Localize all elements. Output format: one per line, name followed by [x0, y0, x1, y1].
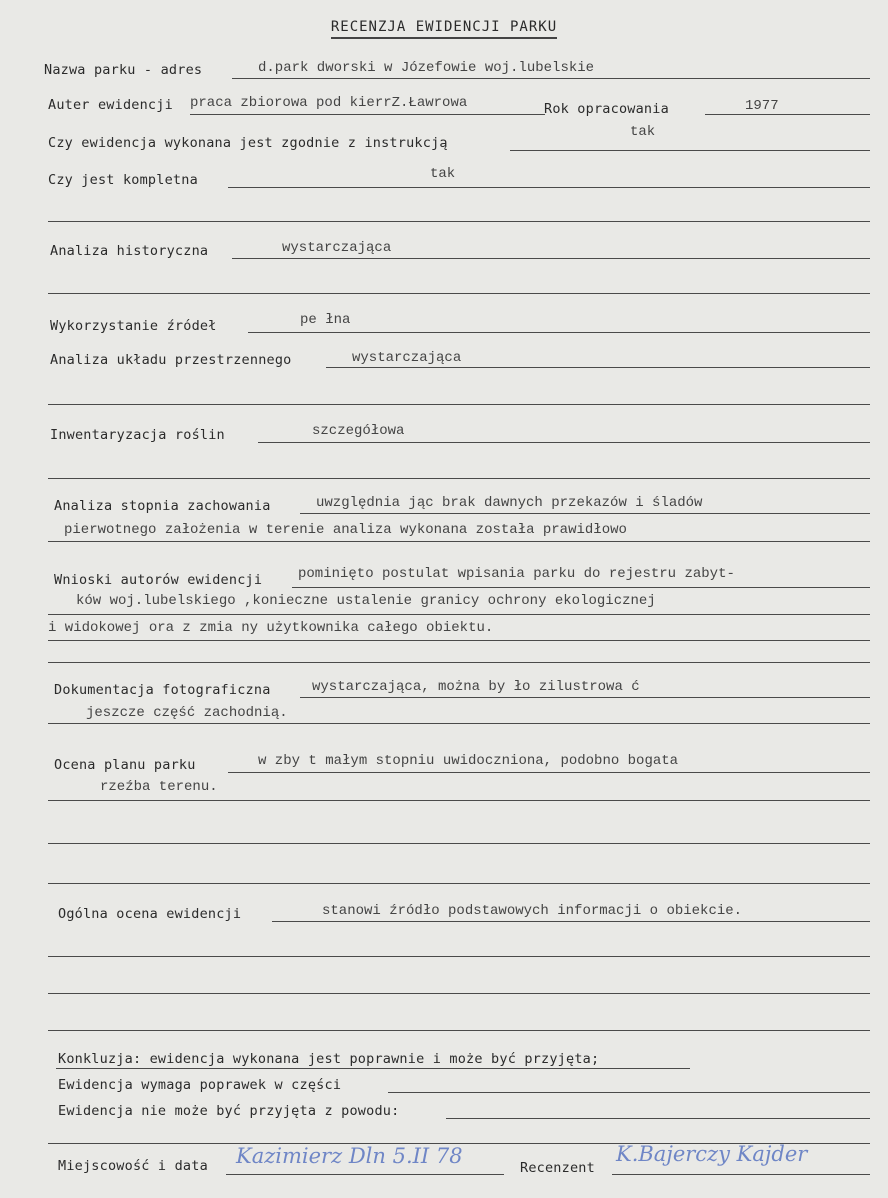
spatial-label: Analiza układu przestrzennego [50, 352, 292, 368]
name-line [232, 78, 870, 79]
rejected-line [446, 1118, 870, 1119]
complete-line [228, 187, 870, 188]
corrections-line [388, 1092, 870, 1093]
history-label: Analiza historyczna [50, 243, 209, 259]
conclusion-accepted-line [56, 1068, 690, 1069]
sources-label: Wykorzystanie źródeł [50, 318, 217, 334]
spatial-value: wystarczająca [352, 350, 462, 366]
photo-line-2 [48, 723, 870, 724]
reviewer-label: Recenzent [520, 1160, 595, 1176]
author-line [190, 114, 545, 115]
conclusion-corrections: Ewidencja wymaga poprawek w części [58, 1077, 342, 1093]
plants-value: szczegółowa [312, 423, 405, 439]
place-date-label: Miejscowość i data [58, 1158, 208, 1174]
plan-label: Ocena planu parku [54, 757, 196, 773]
history-value: wystarczająca [282, 240, 392, 256]
blank-line [48, 293, 870, 294]
general-value: stanowi źródło podstawowych informacji o obiekcie. [322, 903, 743, 919]
plan-line-1 [228, 772, 870, 773]
instruction-value: tak [630, 124, 656, 140]
preservation-value-2: pierwotnego założenia w terenie analiza wykonana została prawidłowo [64, 522, 627, 538]
history-line [232, 258, 870, 259]
blank-line [48, 404, 870, 405]
author-label: Auter ewidencji [48, 97, 173, 113]
photo-value-2: jeszcze część zachodnią. [86, 705, 288, 721]
name-label: Nazwa parku - adres [44, 62, 203, 78]
instruction-line [510, 150, 870, 151]
preservation-line-2 [48, 541, 870, 542]
preservation-line-1 [300, 513, 870, 514]
blank-line [48, 956, 870, 957]
year-label: Rok opracowania [544, 101, 669, 117]
blank-line [48, 993, 870, 994]
document-title: RECENZJA EWIDENCJI PARKU [331, 19, 557, 39]
preservation-value-1: uwzględnia jąc brak dawnych przekazów i śladów [316, 495, 703, 511]
reviewer-signature: K.Bajerczy Kajder [616, 1142, 808, 1166]
plan-value-1: w zby t małym stopniu uwidoczniona, podobno bogata [258, 753, 679, 769]
plants-label: Inwentaryzacja roślin [50, 427, 225, 443]
complete-value: tak [430, 166, 456, 182]
name-value: d.park dworski w Józefowie woj.lubelskie [258, 60, 595, 76]
blank-line [48, 478, 870, 479]
place-date-handwritten: Kazimierz Dln 5.II 78 [236, 1144, 463, 1168]
blank-line [48, 843, 870, 844]
instruction-label: Czy ewidencja wykonana jest zgodnie z instrukcją [48, 135, 448, 151]
conclusions-value-1: pominięto postulat wpisania parku do rejestru zabyt- [298, 566, 735, 582]
conclusions-value-2: ków woj.lubelskiego ,konieczne ustalenie granicy ochrony ekologicznej [76, 593, 656, 609]
plants-line [258, 442, 870, 443]
blank-line [48, 1030, 870, 1031]
author-value: praca zbiorowa pod kierrZ.Ławrowa [190, 95, 468, 111]
general-line [272, 921, 870, 922]
sources-line [248, 332, 870, 333]
sources-value: pe łna [300, 312, 351, 328]
year-line [705, 114, 870, 115]
photo-value-1: wystarczająca, można by ło zilustrowa ć [312, 679, 640, 695]
conclusion-accepted: Konkluzja: ewidencja wykonana jest poprawnie i może być przyjęta; [58, 1051, 600, 1067]
conclusions-value-3: i widokowej ora z zmia ny użytkownika całego obiektu. [48, 620, 494, 636]
conclusions-line-1 [292, 587, 870, 588]
general-label: Ogólna ocena ewidencji [58, 906, 242, 922]
reviewer-line [612, 1174, 870, 1175]
blank-line [48, 883, 870, 884]
year-value: 1977 [745, 98, 779, 114]
plan-value-2: rzeźba terenu. [100, 779, 218, 795]
conclusion-rejected: Ewidencja nie może być przyjęta z powodu: [58, 1103, 400, 1119]
preservation-label: Analiza stopnia zachowania [54, 498, 271, 514]
plan-line-2 [48, 800, 870, 801]
conclusions-label: Wnioski autorów ewidencji [54, 572, 263, 588]
place-date-line [226, 1174, 504, 1175]
conclusions-line-2 [48, 614, 870, 615]
spatial-line [326, 367, 870, 368]
photo-line-1 [300, 697, 870, 698]
complete-label: Czy jest kompletna [48, 172, 198, 188]
blank-line [48, 221, 870, 222]
blank-line [48, 662, 870, 663]
document-title-wrap [0, 16, 888, 35]
conclusions-line-3 [48, 640, 870, 641]
photo-label: Dokumentacja fotograficzna [54, 682, 271, 698]
